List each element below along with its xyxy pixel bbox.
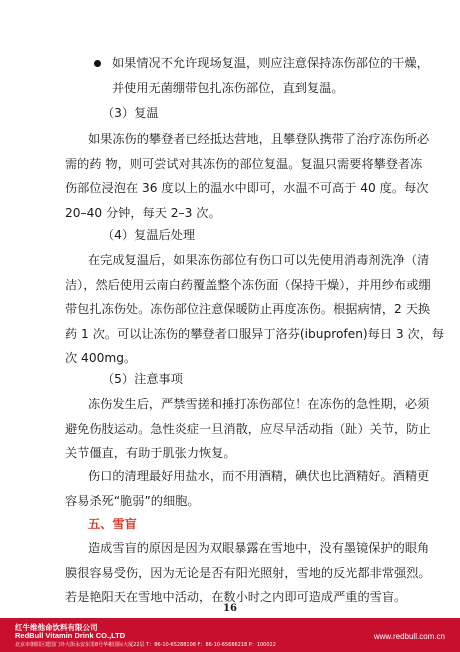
section-snow-blindness-heading: 五、雪盲 [88,517,137,531]
text-line: 并使用无菌绷带包扎冻伤部位，直到复温。 [112,80,344,95]
text-line: 洁），然后使用云南白药覆盖整个冻伤面（保持干燥），并用纱布或绷 [65,277,431,292]
footer-address: 北京市朝阳区建国门外大街永安东里8号华彬国际大厦22层 T：86-10-65288108 F：86-10-65686218 P：100022 [15,642,276,648]
text-line: 容易杀死“脆弱”的细胞。 [65,493,200,508]
text-line: 次 400mg。 [65,351,137,365]
section-5-heading: （5）注意事项 [102,372,183,386]
footer-bar [0,618,460,652]
text-line: 20–40 分钟，每天 2–3 次。 [65,205,221,220]
section-3-heading: （3）复温 [102,106,159,120]
bullet-dot-icon [94,60,101,67]
section-3-paragraph [0,127,460,225]
text-line: 伤部位浸泡在 36 度以上的温水中即可，水温不可高于 40 度。每次 [65,181,429,195]
text-line: 避免伤肢运动。急性炎症一旦消散，应尽早活动指（趾）关节，防止 [65,421,431,436]
footer-company-en: RedBull Vitamin Drink CO.,LTD [15,631,126,640]
text-line: 如果情况不允许现场复温，则应注意保持冻伤部位的干燥， [112,56,429,70]
section-snow-blindness-paragraph [0,536,460,610]
footer-company-cn: 红牛维他命饮料有限公司 [15,623,98,632]
section-4-heading: （4）复温后处理 [102,228,196,242]
footer-website-link[interactable]: www.redbull.com.cn [373,632,445,641]
section-5-paragraph [0,392,460,466]
section-5-paragraph-2 [0,464,460,513]
page-number: 16 [223,603,237,614]
text-line: 若是艳阳天在雪地中活动，在数小时之内即可造成严重的雪盲。 [65,590,407,604]
text-line: 需的药 物，则可尝试对其冻伤的部位复温。复温只需要将攀登者冻 [65,156,423,171]
text-line: 如果冻伤的攀登者已经抵达营地，且攀登队携带了治疗冻伤所必 [88,132,430,146]
text-line: 冻伤发生后，严禁雪搓和捶打冻伤部位！在冻伤的急性期，必须 [88,397,430,411]
bullet-paragraph [112,51,429,100]
text-line: 造成雪盲的原因是因为双眼暴露在雪地中，没有墨镜保护的眼角 [88,541,430,555]
text-line: 伤口的清理最好用盐水，而不用酒精，碘伏也比酒精好。酒精更 [88,469,430,483]
text-line: 药 1 次。可以让冻伤的攀登者口服异丁洛芬(ibuprofen)每日 3 次，每 [65,326,445,341]
text-line: 关节僵直，有助于肌张力恢复。 [65,446,236,460]
section-4-paragraph [0,248,460,371]
text-line: 带包扎冻伤处。冻伤部位注意保暖防止再度冻伤。根据病情，2 天换 [65,302,431,316]
text-line: 在完成复温后，如果冻伤部位有伤口可以先使用消毒剂洗净（清 [88,253,430,267]
text-line: 膜很容易受伤，因为无论是否有阳光照射，雪地的反光都非常强烈。 [65,565,431,580]
